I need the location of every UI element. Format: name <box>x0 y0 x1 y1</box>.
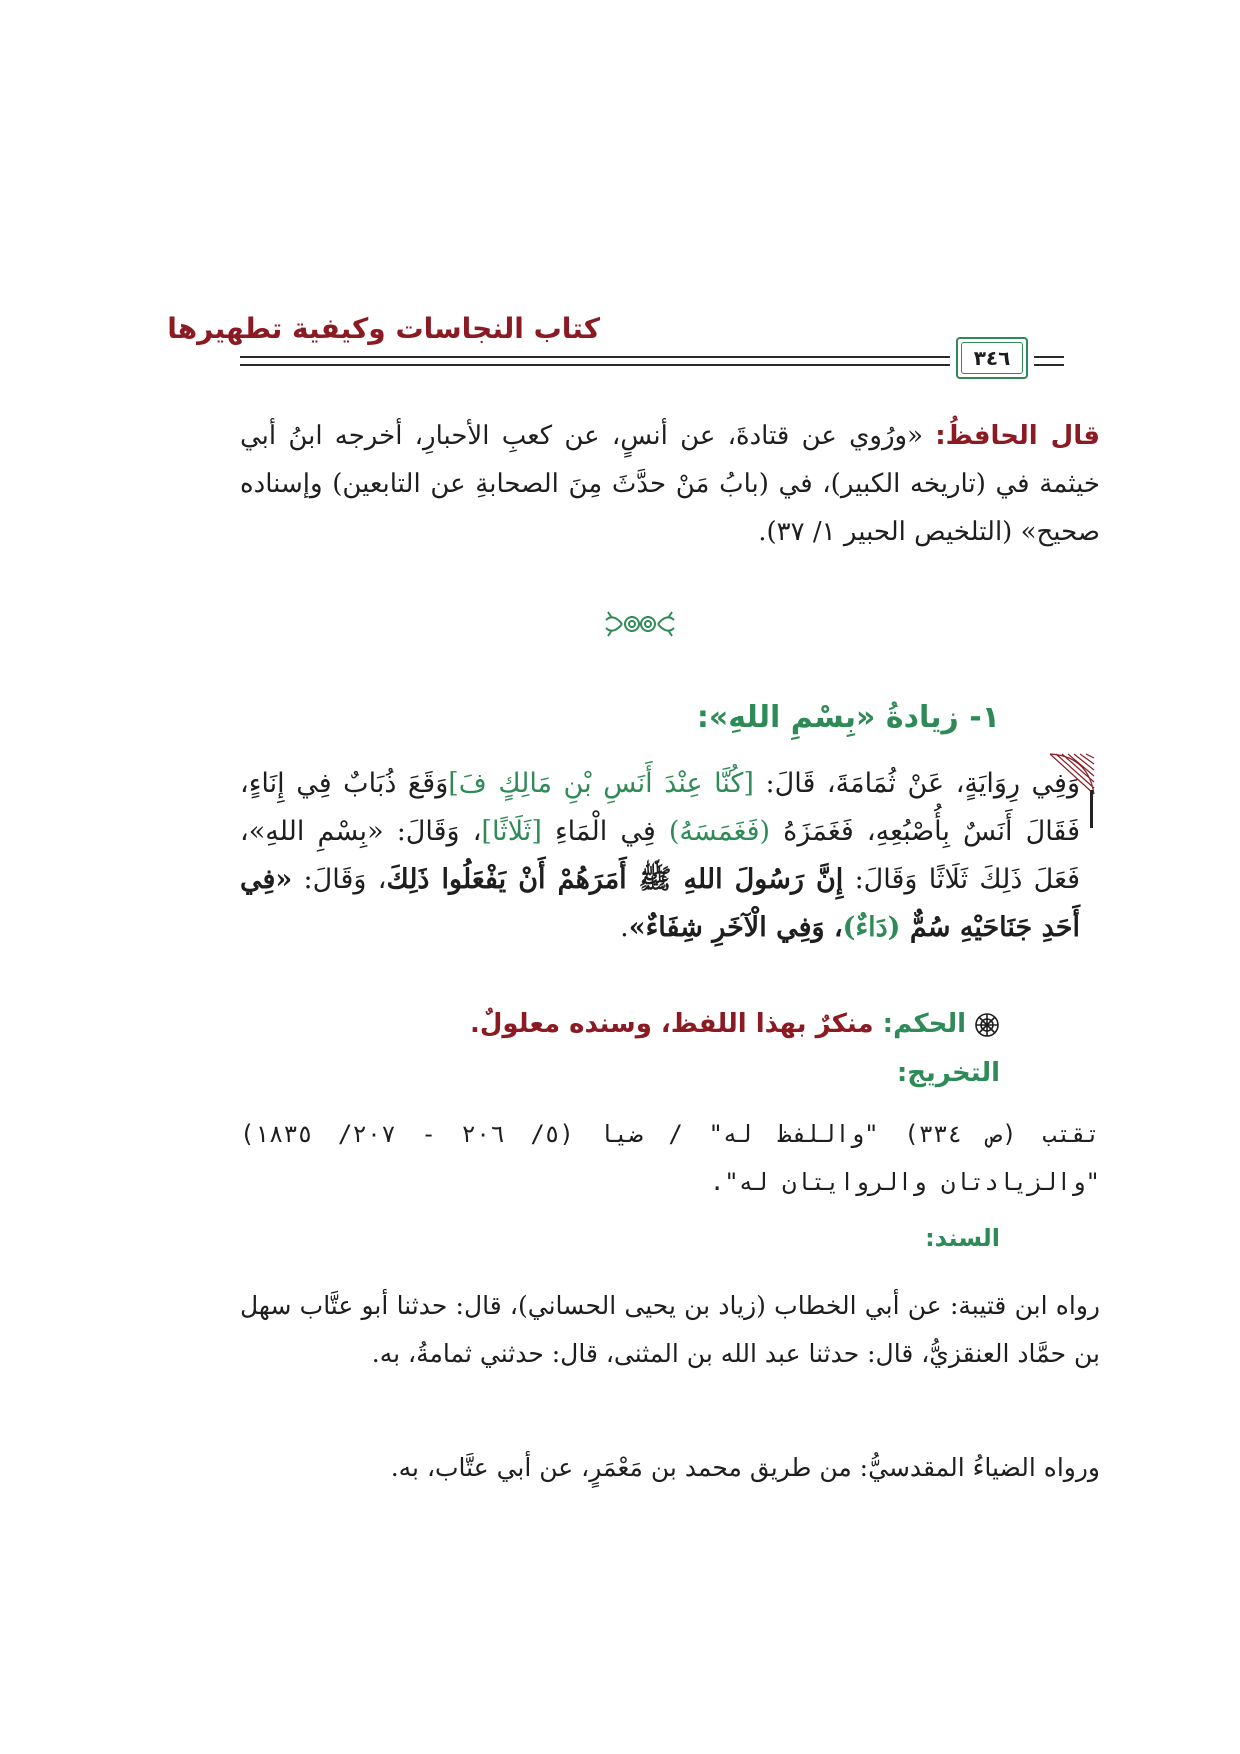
ruling <box>140 1000 1000 1048</box>
hadith-variant: (دَاءٌ) <box>842 912 901 943</box>
sanad-paragraph-2: ورواه الضياءُ المقدسيُّ: من طريق محمد بن مَعْمَرٍ، عن أبي عتَّاب، به. <box>390 1453 1100 1482</box>
page-number: ٣٤٦ <box>961 342 1023 374</box>
ruling-text: منكرٌ بهذا اللفظ، وسنده معلولٌ. <box>469 1009 883 1039</box>
takhrij-heading: التخريج: <box>896 1058 1000 1088</box>
hadith-part: ، وَقَالَ: <box>292 864 387 895</box>
section-heading: ١- زيادةُ «بِسْمِ اللهِ»: <box>696 700 1000 735</box>
header-rule-right-bottom <box>1034 364 1064 366</box>
hadith-addition: [كُنَّا عِنْدَ أَنَسِ بْنِ مَالِكٍ فَ] <box>448 768 754 799</box>
hadith-addition: [ثَلَاثًا] <box>481 816 542 847</box>
hadith-prophet-saying: ، وَفِي الْآخَرِ شِفَاءٌ» <box>628 912 843 943</box>
header-rule-bottom <box>240 364 950 366</box>
hadith-side-rule <box>1090 790 1093 828</box>
takhrij-text: تقتب (ص ٣٣٤) "واللفظ له" / ضيا (٥/ ٢٠٦ - ٢٠٧/ ١٨٣٥) "والزيادتان والروايتان له". <box>240 1120 1101 1196</box>
ruling-label: الحكم: <box>882 1009 966 1039</box>
hadith-part: فِي الْمَاءِ <box>541 816 669 847</box>
sanad-heading: السند: <box>925 1224 1000 1252</box>
hadith-variant: (فَغَمَسَهُ) <box>668 816 771 847</box>
book-title: كتاب النجاسات وكيفية تطهيرها <box>167 312 600 345</box>
hadith-text <box>240 760 1080 952</box>
header-rule-top <box>240 356 950 358</box>
hadith-prophet-saying: «فِي أَحَدِ جَنَاحَيْهِ سُمٌّ <box>240 864 1080 943</box>
page-number-badge <box>956 337 1028 379</box>
hafiz-label: قال الحافظُ: <box>935 421 1100 451</box>
hadith-part: ، وَقَالَ: «بِسْمِ اللهِ»، فَعَلَ ذَلِكَ ثَلَاثًا وَقَالَ: <box>240 816 1081 895</box>
hadith-part: . <box>620 912 629 943</box>
hadith-part: وَفِي رِوَايَةٍ، عَنْ ثُمَامَةَ، قَالَ: <box>753 768 1080 799</box>
hafiz-text: «ورُوي عن قتادةَ، عن أنسٍ، عن كعبِ الأحبارِ، أخرجه ابنُ أبي خيثمة في (تاريخه الكبير)، في (بابُ مَنْ حدَّثَ مِنَ الصحابةِ عن التابعين) وإسناده صحيح» (التلخيص الحبير ١/ ٣٧). <box>240 421 1100 547</box>
floral-ornament-icon <box>600 606 680 642</box>
header-rule-right-top <box>1034 356 1064 358</box>
hadith-prophet-command: إِنَّ رَسُولَ اللهِ ﷺ أَمَرَهُمْ أَنْ يَفْعَلُوا ذَلِكَ <box>386 864 844 895</box>
hafiz-note <box>240 412 1100 556</box>
hadith-part: وَقَعَ ذُبَابٌ فِي إِنَاءٍ، فَقَالَ أَنَسٌ بِأُصْبُعِهِ، فَغَمَزَهُ <box>240 768 1080 847</box>
sanad-paragraph-1: رواه ابن قتيبة: عن أبي الخطاب (زياد بن يحيى الحساني)، قال: حدثنا أبو عتَّاب سهل بن حمَّاد العنقزيُّ، قال: حدثنا عبد الله بن المثنى، قال: حدثني ثمامةُ، به. <box>240 1291 1100 1368</box>
rosette-icon <box>974 1012 1000 1038</box>
